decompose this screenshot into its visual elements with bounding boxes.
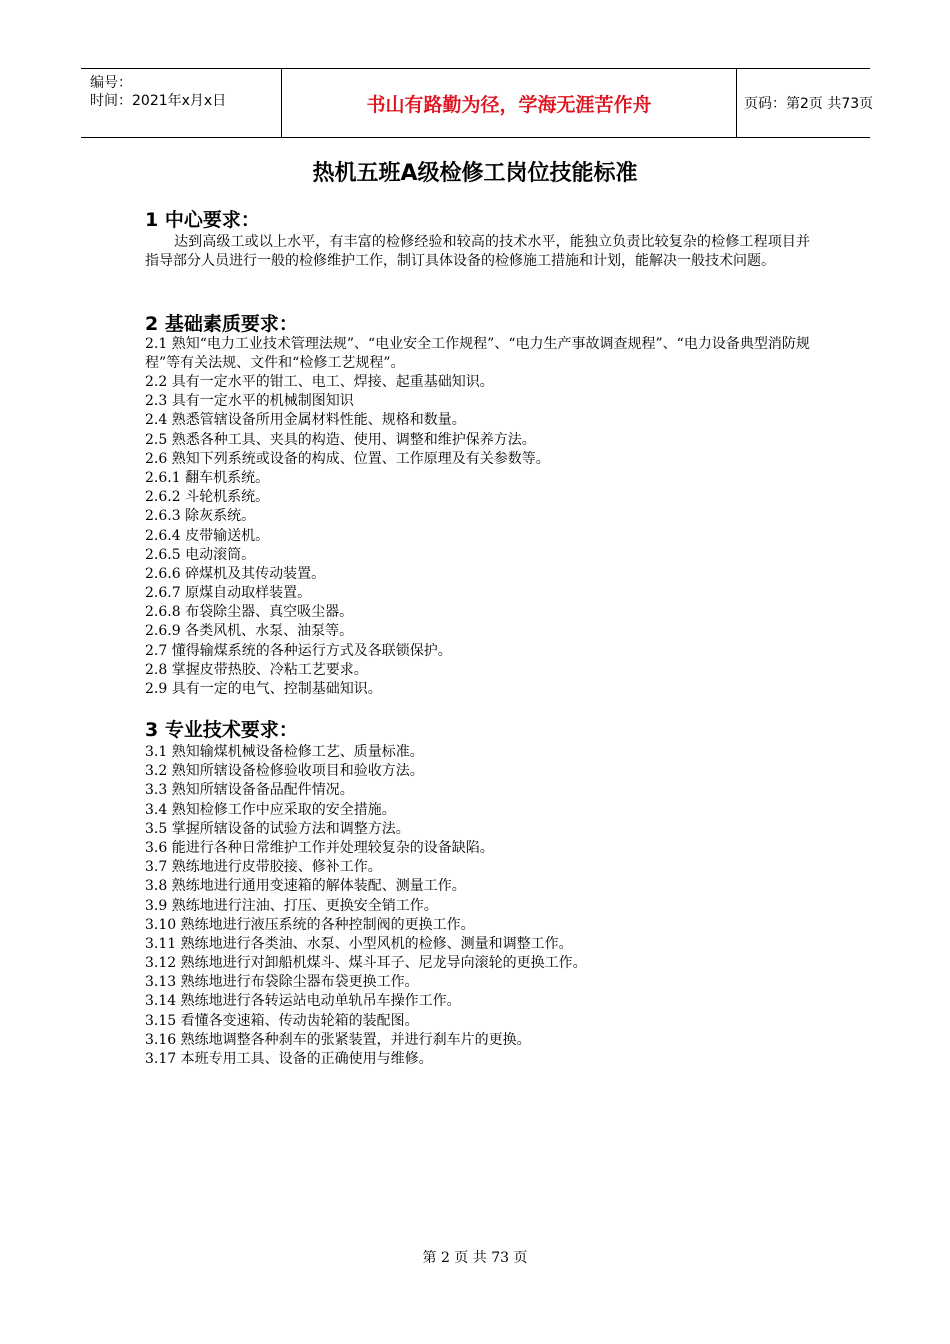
list-item: 2.9 具有一定的电气、控制基础知识。 xyxy=(145,681,382,697)
document-title: 热机五班A级检修工岗位技能标准 xyxy=(312,161,638,186)
list-item: 3.8 熟练地进行通用变速箱的解体装配、测量工作。 xyxy=(145,878,466,895)
document-date: 时间：2021年x月x日 xyxy=(90,93,227,109)
list-item: 2.6.1 翻车机系统。 xyxy=(145,469,270,486)
header-motto-cell xyxy=(281,69,737,137)
list-item: 3.16 熟练地调整各种刹车的张紧装置，并进行刹车片的更换。 xyxy=(145,1031,531,1048)
list-item: 3.2 熟知所辖设备检修验收项目和验收方法。 xyxy=(145,763,424,780)
list-item: 3.1 熟知输煤机械设备检修工艺、质量标准。 xyxy=(145,744,424,760)
list-item: 2.6.6 碎煤机及其传动装置。 xyxy=(145,565,326,582)
section-3-list xyxy=(145,743,810,1069)
list-item: 2.5 熟悉各种工具、夹具的构造、使用、调整和维护保养方法。 xyxy=(145,431,536,448)
list-item: 3.3 熟知所辖设备备品配件情况。 xyxy=(145,782,354,799)
section-3-heading: 3 专业技术要求： xyxy=(145,719,298,741)
section-2-heading: 2 基础素质要求： xyxy=(145,313,298,335)
page-header xyxy=(81,68,874,138)
section-1-paragraph: 达到高级工或以上水平，有丰富的检修经验和较高的技术水平，能独立负责比较复杂的检修工程项目并指导部分人员进行一般的检修维护工作，制订具体设备的检修施工措施和计划，能解决一般技术问题。 xyxy=(145,234,810,269)
section-2-item-2-1: 2.1 熟知“电力工业技术管理法规”、“电业安全工作规程”、“电力生产事故调查规程”、“电力设备典型消防规程”等有关法规、文件和“检修工艺规程”。 xyxy=(145,336,810,372)
list-item: 3.9 熟练地进行注油、打压、更换安全销工作。 xyxy=(145,897,438,914)
header-page-info: 页码：第2页 共73页 xyxy=(744,96,874,112)
list-item: 3.11 熟练地进行各类油、水泵、小型风机的检修、测量和调整工作。 xyxy=(145,935,573,952)
list-item: 3.7 熟练地进行皮带胶接、修补工作。 xyxy=(145,859,382,876)
list-item: 2.6 熟知下列系统或设备的构成、位置、工作原理及有关参数等。 xyxy=(145,450,550,467)
list-item: 2.6.7 原煤自动取样装置。 xyxy=(145,585,312,602)
list-item: 3.10 熟练地进行液压系统的各种控制阀的更换工作。 xyxy=(145,916,475,933)
list-item: 2.8 掌握皮带热胶、冷粘工艺要求。 xyxy=(145,661,368,678)
list-item: 2.6.3 除灰系统。 xyxy=(145,508,256,525)
list-item: 3.17 本班专用工具、设备的正确使用与维修。 xyxy=(145,1051,433,1067)
list-item: 3.4 熟知检修工作中应采取的安全措施。 xyxy=(145,801,396,818)
list-item: 2.4 熟悉管辖设备所用金属材料性能、规格和数量。 xyxy=(145,412,466,429)
list-item: 3.6 能进行各种日常维护工作并处理较复杂的设备缺陷。 xyxy=(145,839,494,856)
list-item: 3.5 掌握所辖设备的试验方法和调整方法。 xyxy=(145,820,410,837)
list-item: 3.14 熟练地进行各转运站电动单轨吊车操作工作。 xyxy=(145,993,461,1010)
page-footer: 第 2 页 共 73 页 xyxy=(422,1250,528,1266)
document-number-label: 编号： xyxy=(90,75,132,91)
list-item: 2.6.8 布袋除尘器、真空吸尘器。 xyxy=(145,604,354,621)
header-motto: 书山有路勤为径，学海无涯苦作舟 xyxy=(366,93,652,116)
list-item: 2.2 具有一定水平的钳工、电工、焊接、起重基础知识。 xyxy=(145,374,494,390)
header-page-cell xyxy=(736,69,874,137)
list-item: 3.15 看懂各变速箱、传动齿轮箱的装配图。 xyxy=(145,1012,419,1029)
list-item: 3.12 熟练地进行对卸船机煤斗、煤斗耳子、尼龙导向滚轮的更换工作。 xyxy=(145,955,587,972)
list-item: 2.6.4 皮带输送机。 xyxy=(145,527,270,544)
header-left-cell xyxy=(81,69,281,137)
list-item: 3.13 熟练地进行布袋除尘器布袋更换工作。 xyxy=(145,974,419,991)
list-item: 2.7 懂得输煤系统的各种运行方式及各联锁保护。 xyxy=(145,642,452,659)
list-item: 2.6.5 电动滚筒。 xyxy=(145,546,256,563)
section-1-heading: 1 中心要求： xyxy=(145,209,260,231)
list-item: 2.3 具有一定水平的机械制图知识 xyxy=(145,393,354,410)
list-item: 2.6.9 各类风机、水泵、油泵等。 xyxy=(145,623,354,640)
section-2-list xyxy=(145,373,810,699)
list-item: 2.6.2 斗轮机系统。 xyxy=(145,489,270,506)
